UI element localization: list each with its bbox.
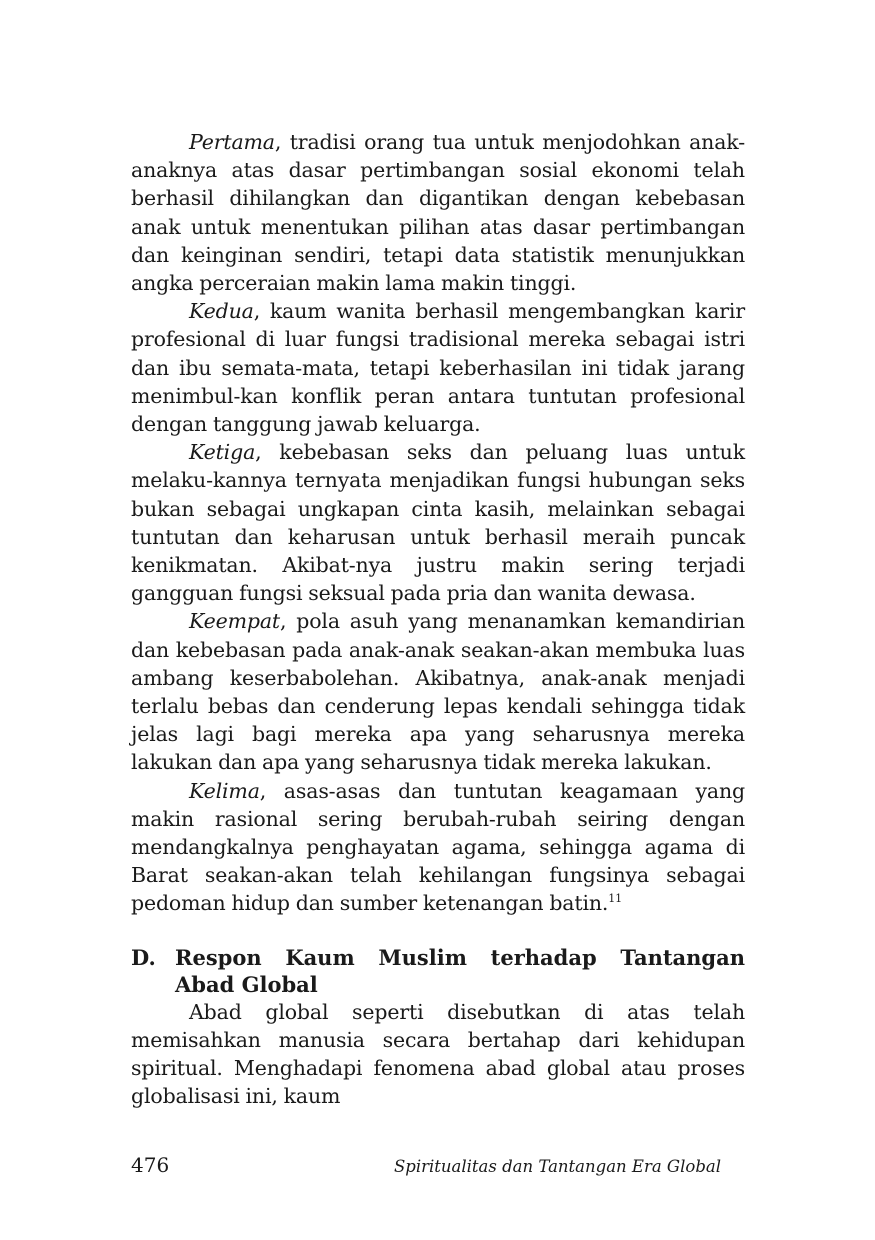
section-paragraph: Abad global seperti disebutkan di atas telah memisahkan manusia secara bertahap dari kehidupan spiritual. Menghadapi fenomena abad global atau proses globalisasi ini, kaum bbox=[131, 999, 745, 1109]
paragraph-label: Ketiga bbox=[189, 440, 256, 465]
paragraph-label: Kedua bbox=[189, 299, 254, 324]
paragraph-text: , kebebasan seks dan peluang luas untuk melaku-kannya ternyata menjadikan fungsi hubungan seks bukan sebagai ungkapan cinta kasih, melainkan sebagai tuntutan dan keharusan untuk berhasil meraih puncak kenikmatan. Akibat-nya justru makin sering terjadi gangguan fungsi seksual pada pria dan wanita dewasa. bbox=[131, 440, 745, 606]
paragraph-label: Keempat bbox=[189, 609, 280, 634]
paragraph-label: Pertama bbox=[189, 130, 275, 154]
paragraph-text: , asas-asas dan tuntutan keagamaan yang makin rasional sering berubah-rubah seiring dengan mendangkalnya penghayatan agama, sehingga agama di Barat seakan-akan telah kehilangan fungsinya sebagai pedoman hidup dan sumber ketenangan batin. bbox=[131, 778, 745, 916]
section-letter: D. bbox=[131, 944, 156, 970]
footnote-marker[interactable]: 11 bbox=[608, 892, 622, 906]
running-title: Spiritualitas dan Tantangan Era Global bbox=[393, 1157, 721, 1176]
paragraph-label: Kelima bbox=[189, 778, 260, 803]
section-heading bbox=[131, 944, 745, 998]
paragraph-kelima bbox=[131, 777, 745, 918]
page-number: 476 bbox=[131, 1153, 170, 1177]
paragraph-keempat bbox=[131, 607, 745, 776]
paragraph-ketiga bbox=[131, 438, 745, 607]
paragraph-text: , pola asuh yang menanamkan kemandirian dan kebebasan pada anak-anak seakan-akan membuka luas ambang keserbabolehan. Akibatnya, anak-anak menjadi terlalu bebas dan cenderung lepas kendali sehingga tidak jelas lagi bagi mereka apa yang seharusnya mereka lakukan dan apa yang seharusnya tidak mereka lakukan. bbox=[131, 609, 745, 775]
section-title: Respon Kaum Muslim terhadap Tantangan Abad Global bbox=[175, 944, 745, 997]
paragraph-text: , tradisi orang tua untuk menjodohkan anak-anaknya atas dasar pertimbangan sosial ekonomi telah berhasil dihilangkan dan digantikan dengan kebebasan anak untuk menentukan pilihan atas dasar pertimbangan dan keinginan sendiri, tetapi data statistik menunjukkan angka perceraian makin lama makin tinggi. bbox=[131, 130, 745, 296]
paragraph-kedua bbox=[131, 297, 745, 438]
page-body bbox=[131, 128, 745, 1111]
paragraph-pertama bbox=[131, 128, 745, 297]
paragraph-text: , kaum wanita berhasil mengembangkan karir profesional di luar fungsi tradisional mereka sebagai istri dan ibu semata-mata, tetapi keberhasilan ini tidak jarang menimbul-kan konflik peran antara tuntutan profesional dengan tanggung jawab keluarga. bbox=[131, 299, 745, 437]
page-footer bbox=[131, 1153, 721, 1177]
